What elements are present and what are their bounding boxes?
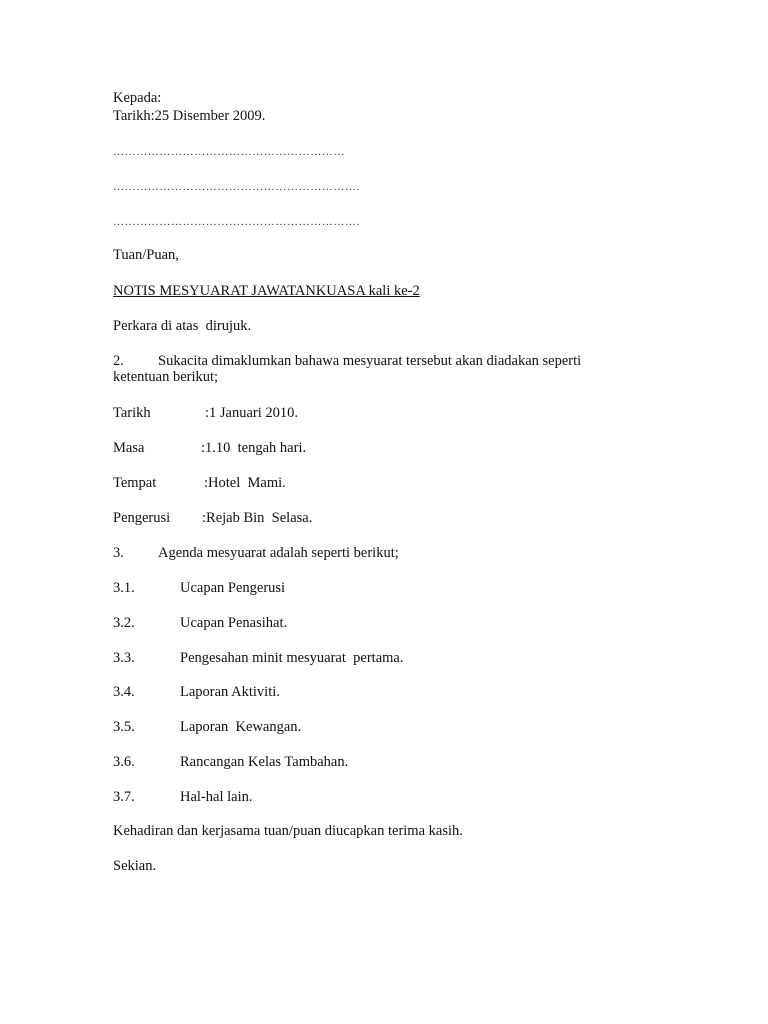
agenda-item	[0, 614, 768, 632]
agenda-number: 3.4.	[113, 684, 135, 700]
salutation: Tuan/Puan,	[113, 247, 179, 263]
paragraph-2-line-1: Sukacita dimaklumkan bahawa mesyuarat tersebut akan diadakan seperti	[158, 353, 582, 369]
agenda-number: 3.3.	[113, 650, 135, 666]
address-line-3: ……………………………………………………….	[113, 216, 360, 228]
agenda-text: Pengesahan minit mesyuarat pertama.	[180, 650, 404, 666]
address-line-2: ……………………………………………………….	[113, 181, 360, 193]
agenda-item	[0, 753, 768, 771]
closing-remark: Kehadiran dan kerjasama tuan/puan diucapkan terima kasih.	[113, 823, 463, 839]
signoff: Sekian.	[113, 858, 157, 874]
address-line-1: ……………………………………………………	[113, 146, 345, 158]
agenda-item	[0, 579, 768, 597]
agenda-item	[0, 683, 768, 701]
agenda-item	[0, 718, 768, 736]
agenda-text: Ucapan Penasihat.	[180, 615, 288, 631]
agenda-number: 3.6.	[113, 754, 135, 770]
agenda-text: Rancangan Kelas Tambahan.	[180, 754, 349, 770]
reference-line: Perkara di atas dirujuk.	[113, 318, 252, 334]
agenda-number: 3.1.	[113, 580, 135, 596]
agenda-text: Ucapan Pengerusi	[180, 580, 286, 596]
notice-title: NOTIS MESYUARAT JAWATANKUASA kali ke-2	[113, 283, 420, 299]
detail-label: Tarikh	[113, 405, 151, 421]
recipient-label: Kepada:	[113, 90, 162, 106]
agenda-number: 3.7.	[113, 789, 135, 805]
detail-value: :1 Januari 2010.	[205, 405, 299, 421]
detail-label: Pengerusi	[113, 510, 171, 526]
agenda-text: Hal-hal lain.	[180, 789, 253, 805]
detail-value: :Hotel Mami.	[204, 475, 286, 491]
detail-row-venue	[0, 474, 768, 492]
detail-row-date	[0, 404, 768, 422]
agenda-item	[0, 649, 768, 667]
agenda-number: 3.5.	[113, 719, 135, 735]
detail-value: :Rejab Bin Selasa.	[202, 510, 313, 526]
paragraph-2-number: 2.	[113, 353, 124, 369]
detail-value: :1.10 tengah hari.	[201, 440, 307, 456]
paragraph-3-text: Agenda mesyuarat adalah seperti berikut;	[158, 545, 399, 561]
paragraph-2	[0, 352, 768, 370]
detail-label: Masa	[113, 440, 145, 456]
paragraph-3	[0, 544, 768, 562]
detail-label: Tempat	[113, 475, 157, 491]
agenda-text: Laporan Aktiviti.	[180, 684, 280, 700]
detail-row-time	[0, 439, 768, 457]
agenda-number: 3.2.	[113, 615, 135, 631]
agenda-text: Laporan Kewangan.	[180, 719, 302, 735]
paragraph-3-number: 3.	[113, 545, 124, 561]
letter-date: Tarikh:25 Disember 2009.	[113, 108, 266, 124]
agenda-item	[0, 788, 768, 806]
paragraph-2-line-2: ketentuan berikut;	[113, 369, 219, 385]
detail-row-chairman	[0, 509, 768, 527]
